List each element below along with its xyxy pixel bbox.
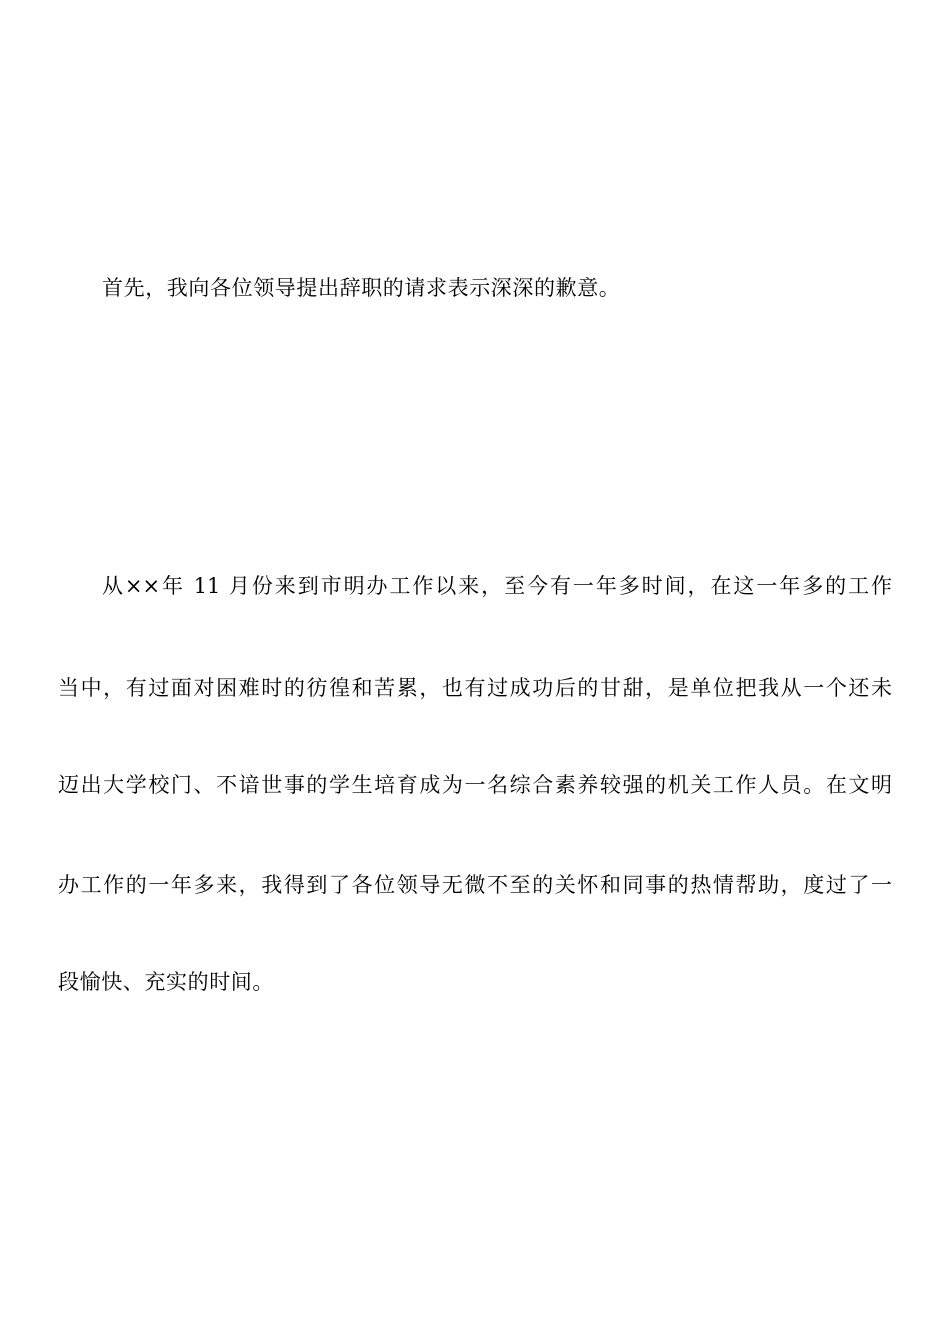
- paragraph-2-line-2: 当中，有过面对困难时的彷徨和苦累，也有过成功后的甘甜，是单位把我从一个还未: [58, 676, 892, 700]
- paragraph-1-line-1: 首先，我向各位领导提出辞职的请求表示深深的歉意。: [102, 276, 621, 300]
- paragraph-2-line-5: 段愉快、充实的时间。: [58, 970, 274, 994]
- paragraph-2-line-4: 办工作的一年多来，我得到了各位领导无微不至的关怀和同事的热情帮助，度过了一: [58, 873, 892, 897]
- paragraph-2-line-3: 迈出大学校门、不谙世事的学生培育成为一名综合素养较强的机关工作人员。在文明: [58, 773, 892, 797]
- paragraph-2-line-1: 从××年 11 月份来到市明办工作以来，至今有一年多时间，在这一年多的工作: [102, 574, 892, 598]
